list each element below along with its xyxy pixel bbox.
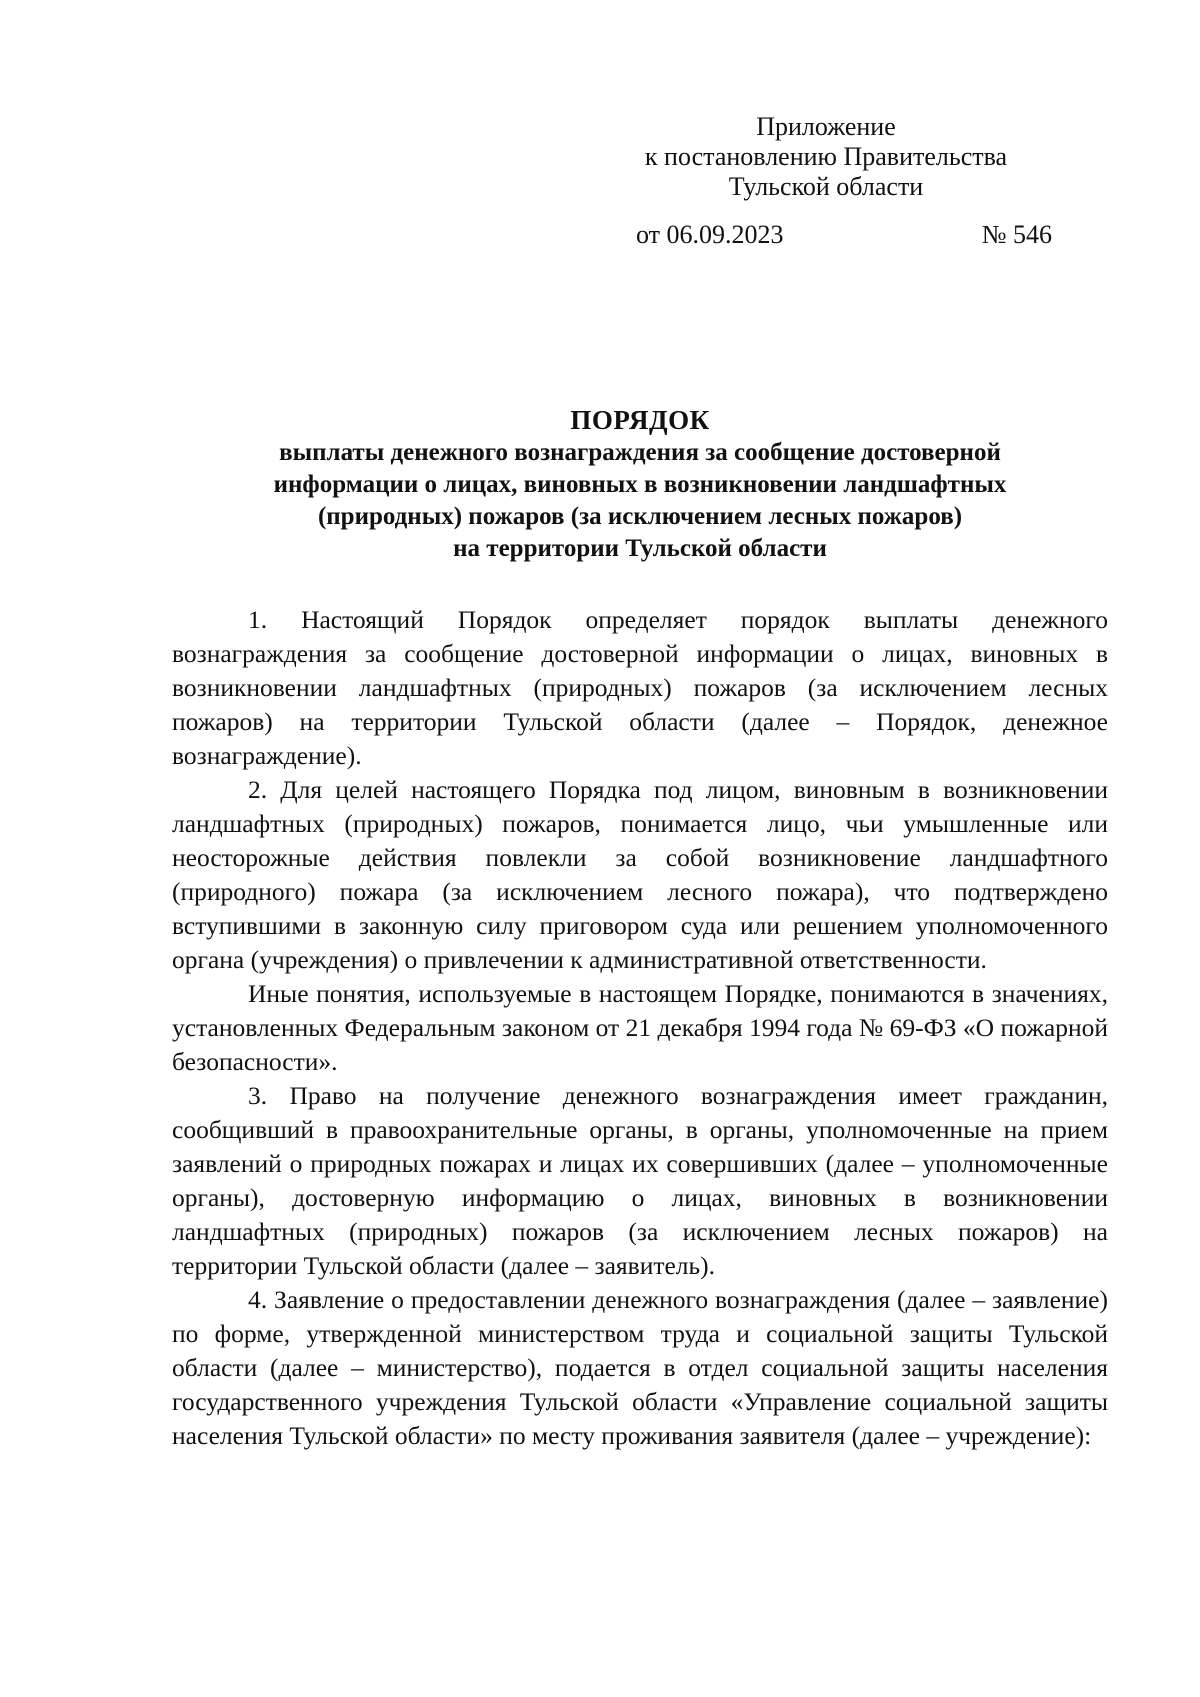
subtitle-line: на территории Тульской области (453, 535, 827, 562)
title-main: ПОРЯДОК (570, 405, 710, 435)
resolution-date: от 06.09.2023 (636, 220, 784, 249)
attachment-line: Приложение (756, 112, 896, 141)
paragraph: 1. Настоящий Порядок определяет порядок выплаты денежного вознаграждения за сообщение достоверной информации о лицах, виновных в возникновении ландшафтных (природных) пожаров (за исключением лесных пожаров) на территории Тульской области (далее – Порядок, денежное вознаграждение). (172, 605, 1108, 770)
paragraph: 4. Заявление о предоставлении денежного вознаграждения (далее – заявление) по форме, утвержденной министерством труда и социальной защиты Тульской области (далее – министерство), подается в отдел социальной защиты населения государственного учреждения Тульской области «Управление социальной защиты населения Тульской области» по месту проживания заявителя (далее – учреждение): (172, 1285, 1108, 1450)
subtitle-line: (природных) пожаров (за исключением лесных пожаров) (317, 503, 963, 530)
subtitle-line: информации о лицах, виновных в возникновении ландшафтных (273, 471, 1007, 498)
title-subtitle (160, 437, 1120, 565)
document-title (160, 404, 1120, 565)
subtitle-line: выплаты денежного вознаграждения за сообщение достоверной (279, 439, 1001, 466)
paragraph: 2. Для целей настоящего Порядка под лицом, виновным в возникновении ландшафтных (природных) пожаров, понимается лицо, чьи умышленные или неосторожные действия повлекли за собой возникновение ландшафтного (природного) пожара (за исключением лесного пожара), что подтверждено вступившими в законную силу приговором суда или решением уполномоченного органа (учреждения) о привлечении к административной ответственности. (172, 775, 1108, 974)
resolution-number: № 546 (981, 220, 1052, 249)
document-body (172, 603, 1108, 1453)
attachment-line: к постановлению Правительства (644, 142, 1008, 171)
paragraph: 3. Право на получение денежного вознаграждения имеет гражданин, сообщивший в правоохранительные органы, в органы, уполномоченные на прием заявлений о природных пожарах и лицах их совершивших (далее – уполномоченные органы), достоверную информацию о лицах, виновных в возникновении ландшафтных (природных) пожаров (за исключением лесных пожаров) на территории Тульской области (далее – заявитель). (172, 1081, 1108, 1280)
paragraph: Иные понятия, используемые в настоящем Порядке, понимаются в значениях, установленных Федеральным законом от 21 декабря 1994 года № 69-ФЗ «О пожарной безопасности». (172, 979, 1108, 1076)
attachment-line: Тульской области (728, 172, 924, 201)
attachment-note (600, 112, 1052, 202)
